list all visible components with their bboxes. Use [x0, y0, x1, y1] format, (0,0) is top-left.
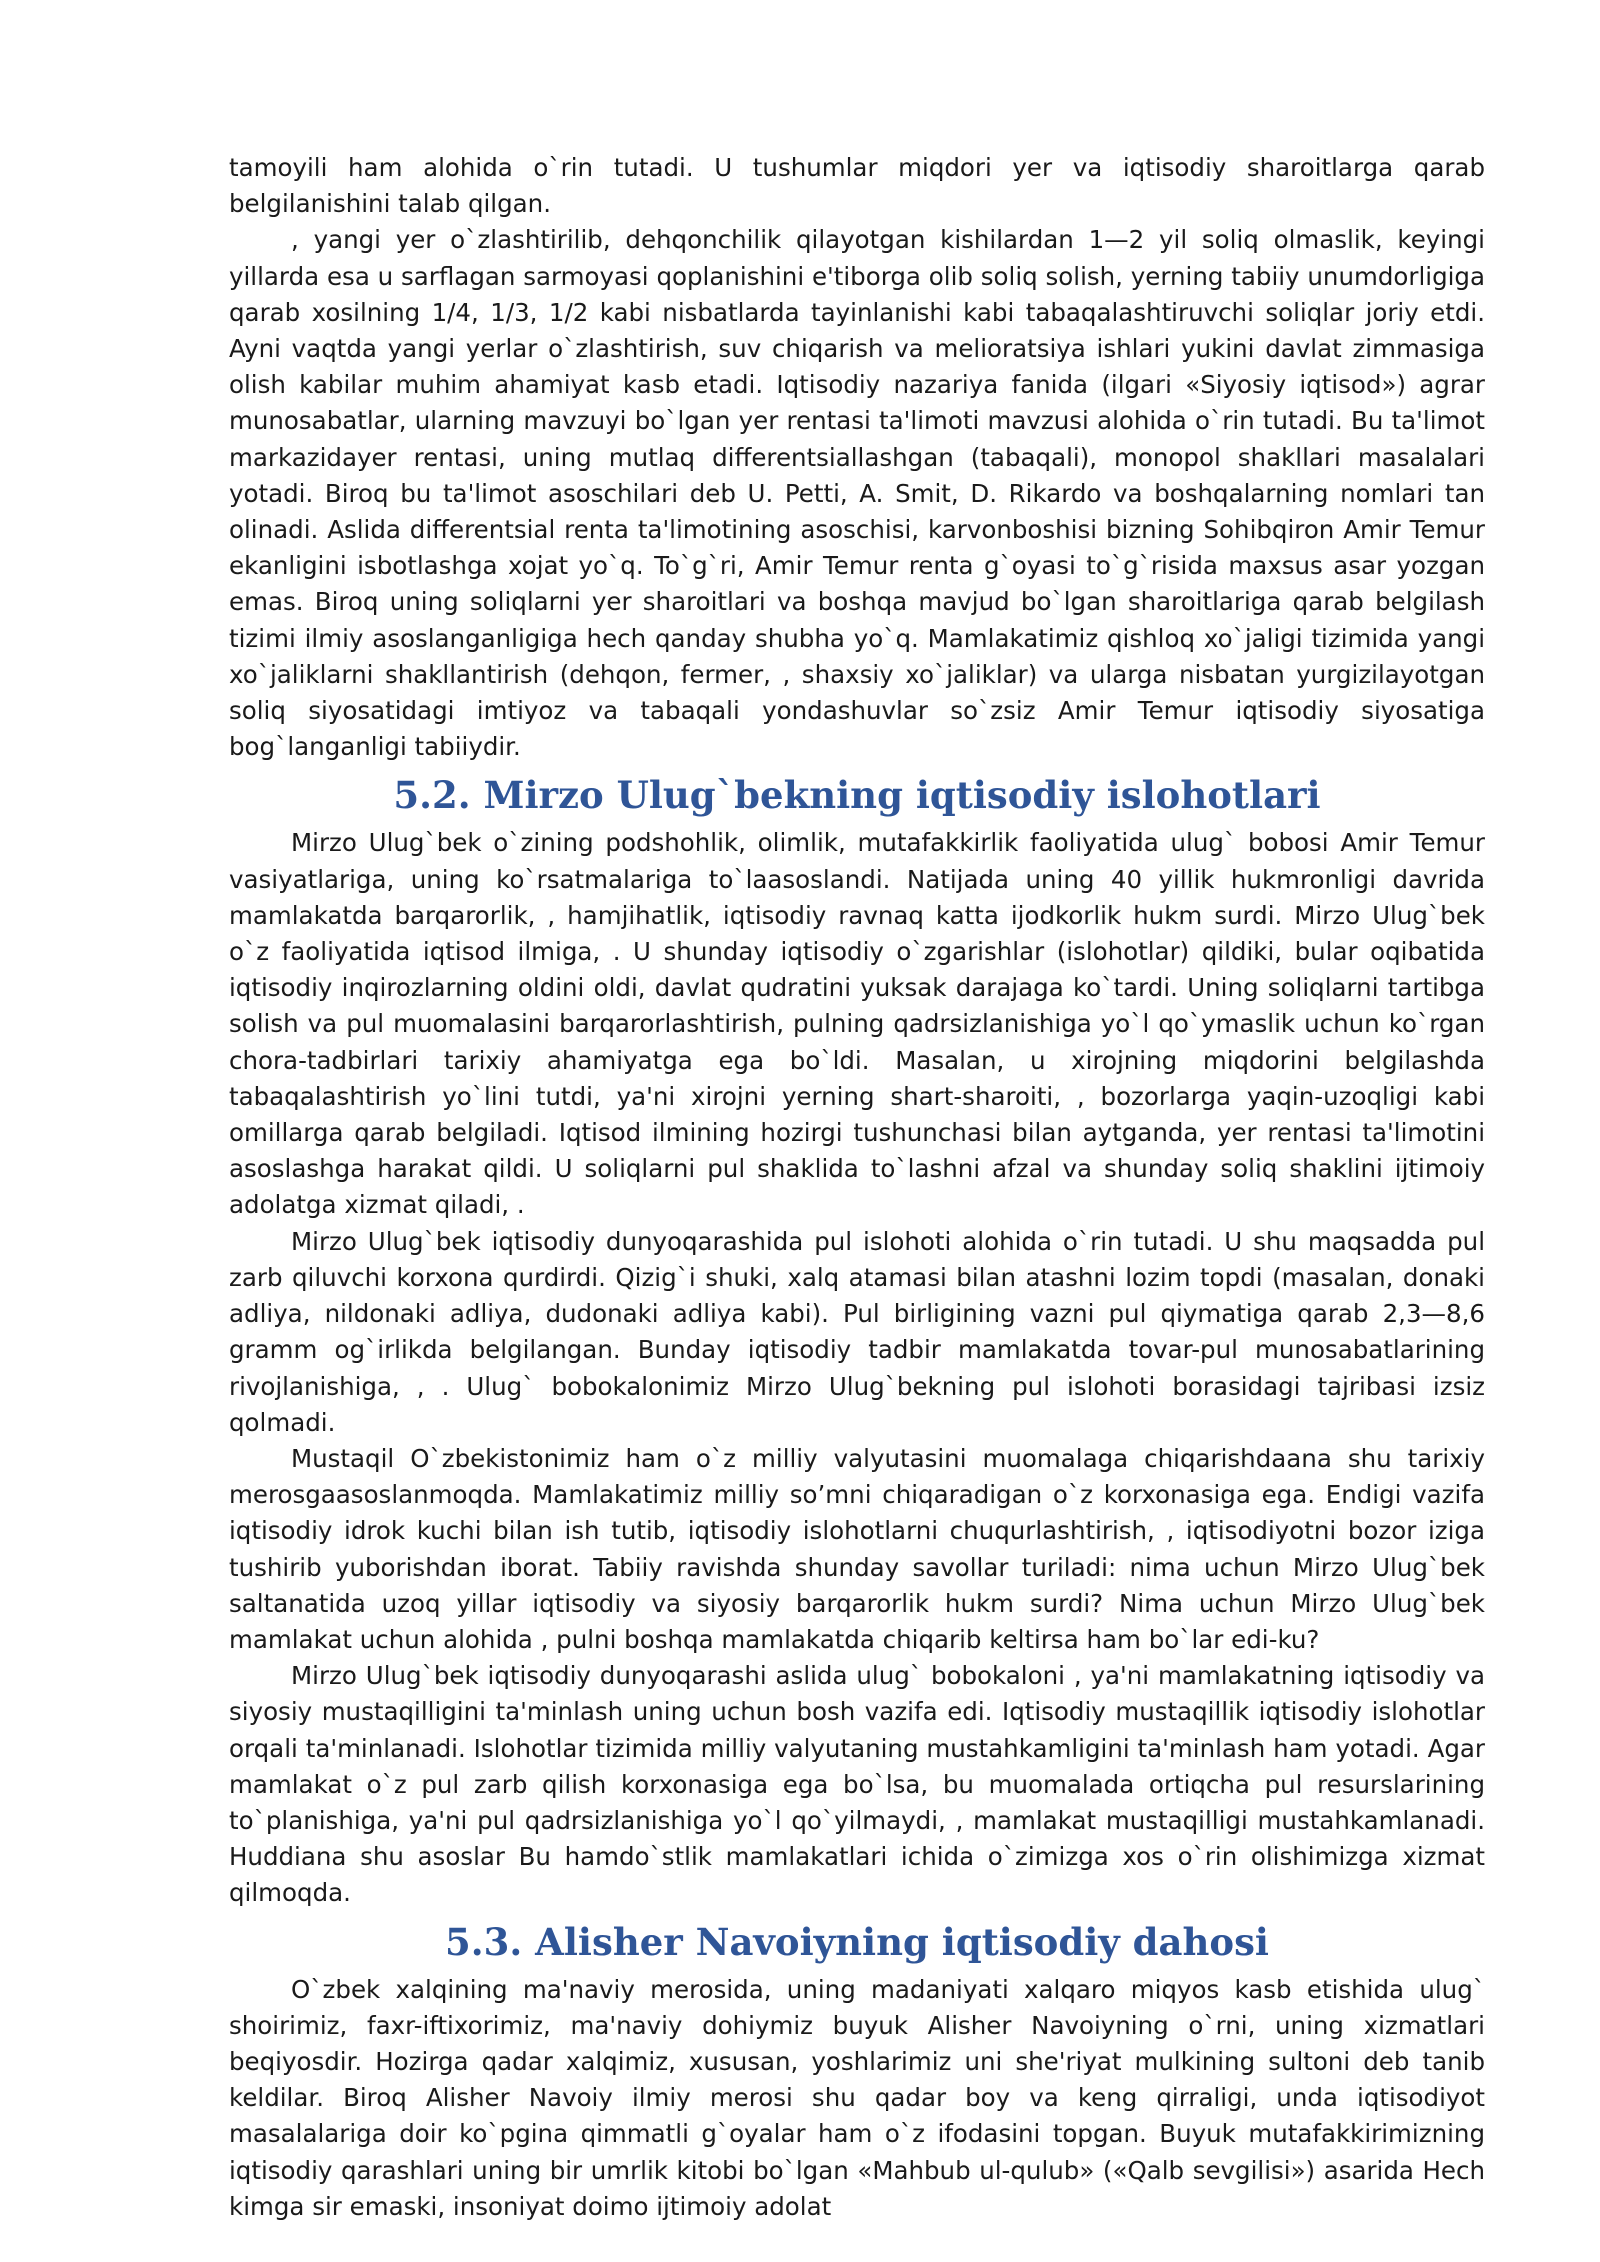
section-heading: 5.2. Mirzo Ulug`bekning iqtisodiy islohotlari — [393, 773, 1321, 818]
paragraph: tamoyili ham alohida o`rin tutadi. U tushumlar miqdori yer va iqtisodiy sharoitlarga qarab belgilanishini talab qilgan. — [229, 153, 1485, 219]
document-page — [229, 150, 1485, 2225]
paragraph: , yangi yer o`zlashtirilib, dehqonchilik qilayotgan kishilardan 1—2 yil soliq olmaslik, keyingi yillarda esa u sarflagan sarmoyasi qoplanishini e'tiborga olib soliq solish, yerning tabiiy unumdorligiga qarab xosilning 1/4, 1/3, 1/2 kabi nisbatlarda tayinlanishi kabi tabaqalashtiruvchi soliqlar joriy etdi. Ayni vaqtda yangi yerlar o`zlashtirish, suv chiqarish va melioratsiya ishlari yukini davlat zimmasiga olish kabilar muhim ahamiyat kasb etadi. Iqtisodiy nazariya fanida (ilgari «Siyosiy iqtisod») agrar munosabatlar, ularning mavzuyi bo`lgan yer rentasi ta'limoti mavzusi alohida o`rin tutadi. Bu ta'limot markazidayer rentasi, uning mutlaq differentsiallashgan (tabaqali), monopol shakllari masalalari yotadi. Biroq bu ta'limot asoschilari deb U. Petti, A. Smit, D. Rikardo va boshqalarning nomlari tan olinadi. Aslida differentsial renta ta'limotining asoschisi, karvonboshisi bizning Sohibqiron Amir Temur ekanligini isbotlashga xojat yo`q. To`g`ri, Amir Temur renta g`oyasi to`g`risida maxsus asar yozgan emas. Biroq uning soliqlarni yer sharoitlari va boshqa mavjud bo`lgan sharoitlariga qarab belgilash tizimi ilmiy asoslanganligiga hech qanday shubha yo`q. Mamlakatimiz qishloq xo`jaligi tizimida yangi xo`jaliklarni shakllantirish (dehqon, fermer, , shaxsiy xo`jaliklar) va ularga nisbatan yurgizilayotgan soliq siyosatidagi imtiyoz va tabaqali yondashuvlar so`zsiz Amir Temur iqtisodiy siyosatiga bog`langanligi tabiiydir. — [229, 225, 1485, 762]
section-heading: 5.3. Alisher Navoiyning iqtisodiy dahosi — [445, 1919, 1269, 1964]
paragraph: O`zbek xalqining ma'naviy merosida, uning madaniyati xalqaro miqyos kasb etishida ulug` shoirimiz, faxr-iftixorimiz, ma'naviy dohiymiz buyuk Alisher Navoiyning o`rni, uning xizmatlari beqiyosdir. Hozirga qadar xalqimiz, xususan, yoshlarimiz uni she'riyat mulkining sultoni deb tanib keldilar. Biroq Alisher Navoiy ilmiy merosi shu qadar boy va keng qirraligi, unda iqtisodiyot masalalariga doir ko`pgina qimmatli g`oyalar ham o`z ifodasini topgan. Buyuk mutafakkirimizning iqtisodiy qarashlari uning bir umrlik kitobi bo`lgan «Mahbub ul-qulub» («Qalb sevgilisi») asarida Hech kimga sir emaski, insoniyat doimo ijtimoiy adolat — [229, 1974, 1485, 2221]
paragraph: Mirzo Ulug`bek iqtisodiy dunyoqarashida pul islohoti alohida o`rin tutadi. U shu maqsadda pul zarb qiluvchi korxona qurdirdi. Qizig`i shuki, xalq atamasi bilan atashni lozim topdi (masalan, donaki adliya, nildonaki adliya, dudonaki adliya kabi). Pul birligining vazni pul qiymatiga qarab 2,3—8,6 gramm og`irlikda belgilangan. Bunday iqtisodiy tadbir mamlakatda tovar-pul munosabatlarining rivojlanishiga, , . Ulug` bobokalonimiz Mirzo Ulug`bekning pul islohoti borasidagi tajribasi izsiz qolmadi. — [229, 1226, 1485, 1437]
paragraph: Mirzo Ulug`bek iqtisodiy dunyoqarashi aslida ulug` bobokaloni , ya'ni mamlakatning iqtisodiy va siyosiy mustaqilligini ta'minlash uning uchun bosh vazifa edi. Iqtisodiy mustaqillik iqtisodiy islohotlar orqali ta'minlanadi. Islohotlar tizimida milliy valyutaning mustahkamligini ta'minlash ham yotadi. Agar mamlakat o`z pul zarb qilish korxonasiga ega bo`lsa, bu muomalada ortiqcha pul resurslarining to`planishiga, ya'ni pul qadrsizlanishiga yo`l qo`yilmaydi, , mamlakat mustaqilligi mustahkamlanadi. Huddiana shu asoslar Bu hamdo`stlik mamlakatlari ichida o`zimizga xos o`rin olishimizga xizmat qilmoqda. — [229, 1661, 1485, 1908]
paragraph: Mirzo Ulug`bek o`zining podshohlik, olimlik, mutafakkirlik faoliyatida ulug` bobosi Amir Temur vasiyatlariga, uning ko`rsatmalariga to`laasoslandi. Natijada uning 40 yillik hukmronligi davrida mamlakatda barqarorlik, , hamjihatlik, iqtisodiy ravnaq katta ijodkorlik hukm surdi. Mirzo Ulug`bek o`z faoliyatida iqtisod ilmiga, . U shunday iqtisodiy o`zgarishlar (islohotlar) qildiki, bular oqibatida iqtisodiy inqirozlarning oldini oldi, davlat qudratini yuksak darajaga ko`tardi. Uning soliqlarni tartibga solish va pul muomalasini barqarorlashtirish, pulning qadrsizlanishiga yo`l qo`ymaslik uchun ko`rgan chora-tadbirlari tarixiy ahamiyatga ega bo`ldi. Masalan, u xirojning miqdorini belgilashda tabaqalashtirish yo`lini tutdi, ya'ni xirojni yerning shart-sharoiti, , bozorlarga yaqin-uzoqligi kabi omillarga qarab belgiladi. Iqtisod ilmining hozirgi tushunchasi bilan aytganda, yer rentasi ta'limotini asoslashga harakat qildi. U soliqlarni pul shaklida to`lashni afzal va shunday soliq shaklini ijtimoiy adolatga xizmat qiladi, . — [229, 828, 1485, 1220]
paragraph: Mustaqil O`zbekistonimiz ham o`z milliy valyutasini muomalaga chiqarishdaana shu tarixiy merosgaasoslanmoqda. Mamlakatimiz milliy so’mni chiqaradigan o`z korxonasiga ega. Endigi vazifa iqtisodiy idrok kuchi bilan ish tutib, iqtisodiy islohotlarni chuqurlashtirish, , iqtisodiyotni bozor iziga tushirib yuborishdan iborat. Tabiiy ravishda shunday savollar turiladi: nima uchun Mirzo Ulug`bek saltanatida uzoq yillar iqtisodiy va siyosiy barqarorlik hukm surdi? Nima uchun Mirzo Ulug`bek mamlakat uchun alohida , pulni boshqa mamlakatda chiqarib keltirsa ham bo`lar edi-ku? — [229, 1443, 1485, 1654]
